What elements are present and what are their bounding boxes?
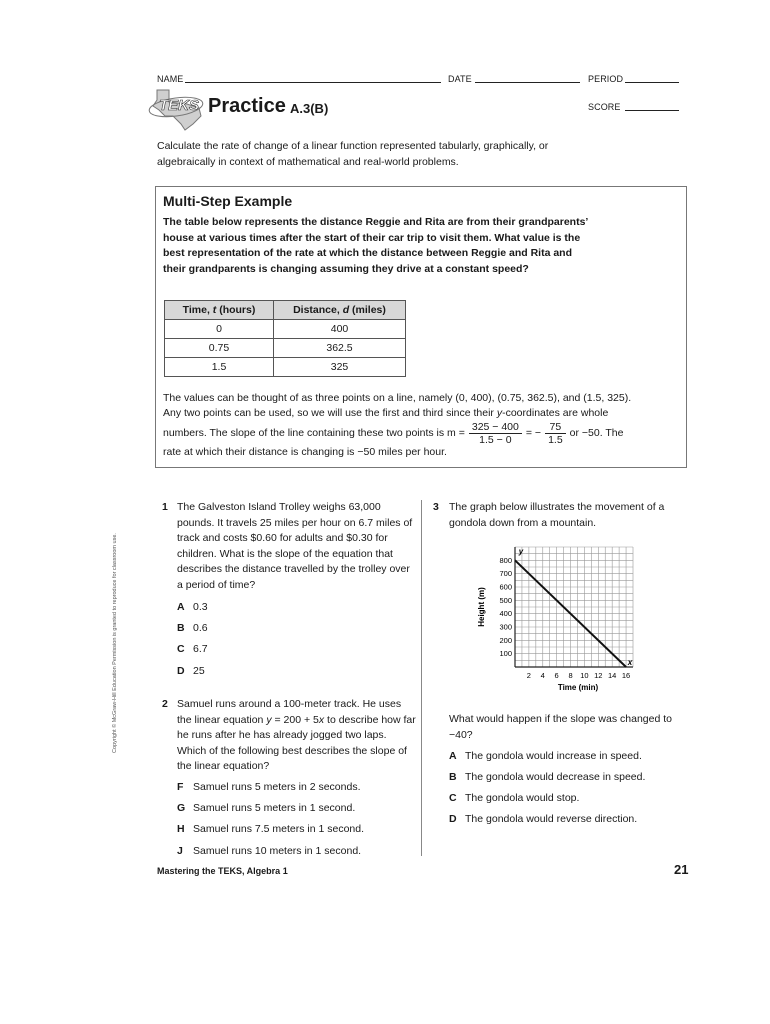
x-tick-label: 12: [594, 671, 603, 680]
table-row: [165, 320, 406, 339]
solution-line-3-pre: numbers. The slope of the line containing these two points is m =: [163, 426, 465, 439]
option-text: 0.6: [193, 622, 208, 634]
option-letter: D: [449, 813, 457, 825]
fraction-denominator: 1.5 − 0: [479, 434, 512, 446]
column-divider: [421, 500, 422, 856]
option-text: Samuel runs 5 meters in 2 seconds.: [193, 781, 361, 793]
option-text: The gondola would stop.: [465, 792, 580, 804]
option-text: The gondola would increase in speed.: [465, 750, 642, 762]
y-tick-label: 200: [499, 635, 512, 645]
table-cell: 400: [274, 320, 406, 339]
fraction-numerator: 325 − 400: [469, 421, 522, 434]
fraction-numerator: 75: [545, 421, 566, 434]
y-tick-label: 800: [499, 555, 512, 565]
example-table: [164, 300, 406, 377]
y-tick-label: 100: [499, 649, 512, 659]
x-tick-label: 2: [526, 671, 531, 680]
q3-option-b[interactable]: [449, 771, 645, 783]
side-copyright: Copyright © McGraw-Hill Education Permission is granted to reproduce for classroom use.: [112, 533, 118, 753]
q3-option-a[interactable]: [449, 750, 642, 762]
score-label: SCORE: [588, 102, 621, 112]
option-letter: C: [449, 792, 457, 804]
x-tick-label: 6: [554, 671, 559, 680]
teks-logo: [147, 86, 205, 132]
q2-option-h[interactable]: [177, 823, 364, 835]
y-axis-label: Height (m): [477, 587, 486, 627]
option-letter: B: [177, 622, 185, 634]
x-tick-label: 16: [621, 671, 631, 680]
q2-number: 2: [162, 698, 168, 710]
q2-option-f[interactable]: [177, 781, 361, 793]
x-tick-label: 4: [540, 671, 545, 680]
table-cell: 0: [165, 320, 274, 339]
name-label: NAME: [157, 74, 184, 84]
y-tick-label: 700: [499, 569, 512, 579]
slope-fraction: [469, 421, 522, 446]
x-axis-label: Time (min): [557, 683, 599, 692]
period-line[interactable]: [625, 82, 679, 83]
option-letter: B: [449, 771, 457, 783]
option-text: Samuel runs 10 meters in 1 second.: [193, 845, 362, 857]
x-tick-label: 14: [608, 671, 617, 680]
option-letter: F: [177, 781, 184, 793]
q2-option-j[interactable]: [177, 845, 361, 857]
solution-line-1: The values can be thought of as three points on a line, namely (0, 400), (0.75, 362.5), and (1.5, 325).: [163, 392, 632, 404]
solution-line-3: [163, 421, 623, 446]
solution-line-3-post: or −50. The: [569, 426, 624, 439]
option-text: 6.7: [193, 643, 208, 655]
table-cell: 0.75: [165, 339, 274, 358]
y-axis-letter: y: [518, 547, 524, 556]
option-text: The gondola would reverse direction.: [465, 813, 638, 825]
name-line[interactable]: [185, 82, 441, 83]
option-text: Samuel runs 7.5 meters in 1 second.: [193, 823, 365, 835]
period-label: PERIOD: [588, 74, 624, 84]
q1-text: The Galveston Island Trolley weighs 63,000 pounds. It travels 25 miles per hour on 6.7 miles of track and costs $0.60 for adults and $0.30 for children. What is the slope of the equation that describes the distance travelled by the trolley over a period of time?: [177, 501, 413, 591]
q3-question: What would happen if the slope was changed to −40?: [449, 713, 672, 741]
table-row: [165, 358, 406, 377]
solution-line-4: rate at which their distance is changing is −50 miles per hour.: [163, 446, 447, 458]
table-cell: 325: [274, 358, 406, 377]
option-letter: A: [449, 750, 457, 762]
option-text: 25: [193, 665, 205, 677]
x-tick-label: 8: [568, 671, 573, 680]
page-title: Practice: [208, 95, 286, 117]
q1-number: 1: [162, 501, 168, 513]
option-letter: J: [177, 845, 183, 857]
option-text: The gondola would decrease in speed.: [465, 771, 646, 783]
table-cell: 1.5: [165, 358, 274, 377]
table-header-time: Time, t (hours): [165, 301, 274, 320]
table-cell: 362.5: [274, 339, 406, 358]
y-tick-label: 400: [499, 609, 512, 619]
equals-sign: = −: [525, 426, 542, 439]
table-header-distance: Distance, d (miles): [274, 301, 406, 320]
y-tick-label: 500: [499, 595, 512, 605]
option-text: 0.3: [193, 601, 208, 613]
option-letter: H: [177, 823, 185, 835]
q3-option-c[interactable]: [449, 792, 579, 804]
y-tick-label: 300: [499, 622, 512, 632]
q1-option-c[interactable]: [177, 643, 208, 655]
y-tick-label: 600: [499, 582, 512, 592]
example-box: [155, 186, 687, 468]
standard-code: A.3(B): [290, 101, 329, 116]
q2-text: Samuel runs around a 100-meter track. He uses the linear equation y = 200 + 5x to describe how far he runs after he has already jogged two laps. Which of the following best describes the slope of the linear equation?: [177, 698, 416, 772]
q3-option-d[interactable]: [449, 813, 637, 825]
option-letter: D: [177, 665, 185, 677]
simplified-fraction: [545, 421, 566, 446]
gondola-graph: [470, 540, 640, 698]
q3-text: The graph below illustrates the movement of a gondola down from a mountain.: [449, 501, 665, 529]
q2-option-g[interactable]: [177, 802, 355, 814]
date-label: DATE: [448, 74, 472, 84]
footer-book-title: Mastering the TEKS, Algebra 1: [157, 866, 288, 876]
date-line[interactable]: [475, 82, 580, 83]
example-heading: Multi-Step Example: [163, 193, 293, 209]
option-letter: C: [177, 643, 185, 655]
table-row: [165, 339, 406, 358]
q1-option-d[interactable]: [177, 665, 205, 677]
logo-text: TEKS: [159, 97, 200, 114]
q1-option-a[interactable]: [177, 601, 208, 613]
fraction-denominator: 1.5: [548, 434, 563, 446]
option-letter: A: [177, 601, 185, 613]
solution-line-2: Any two points can be used, so we will use the first and third since their y-coordinates are whole: [163, 407, 609, 419]
option-text: Samuel runs 5 meters in 1 second.: [193, 802, 356, 814]
option-letter: G: [177, 802, 186, 814]
page-number: 21: [674, 862, 689, 877]
q3-number: 3: [433, 501, 439, 513]
example-prompt: The table below represents the distance Reggie and Rita are from their grandparents’ house at various times after the start of their car trip to visit them. What value is the best representation of the rate at which the distance between Reggie and Rita and their grandparents is changing assuming they drive at a constant speed?: [163, 216, 588, 275]
x-tick-label: 10: [580, 671, 589, 680]
x-axis-letter: x: [627, 658, 633, 667]
table-header-row: [165, 301, 406, 320]
intro-text: Calculate the rate of change of a linear function represented tabularly, graphically, or algebraically in context of mathematical and real-world problems.: [157, 140, 549, 168]
q1-option-b[interactable]: [177, 622, 208, 634]
score-line[interactable]: [625, 110, 679, 111]
